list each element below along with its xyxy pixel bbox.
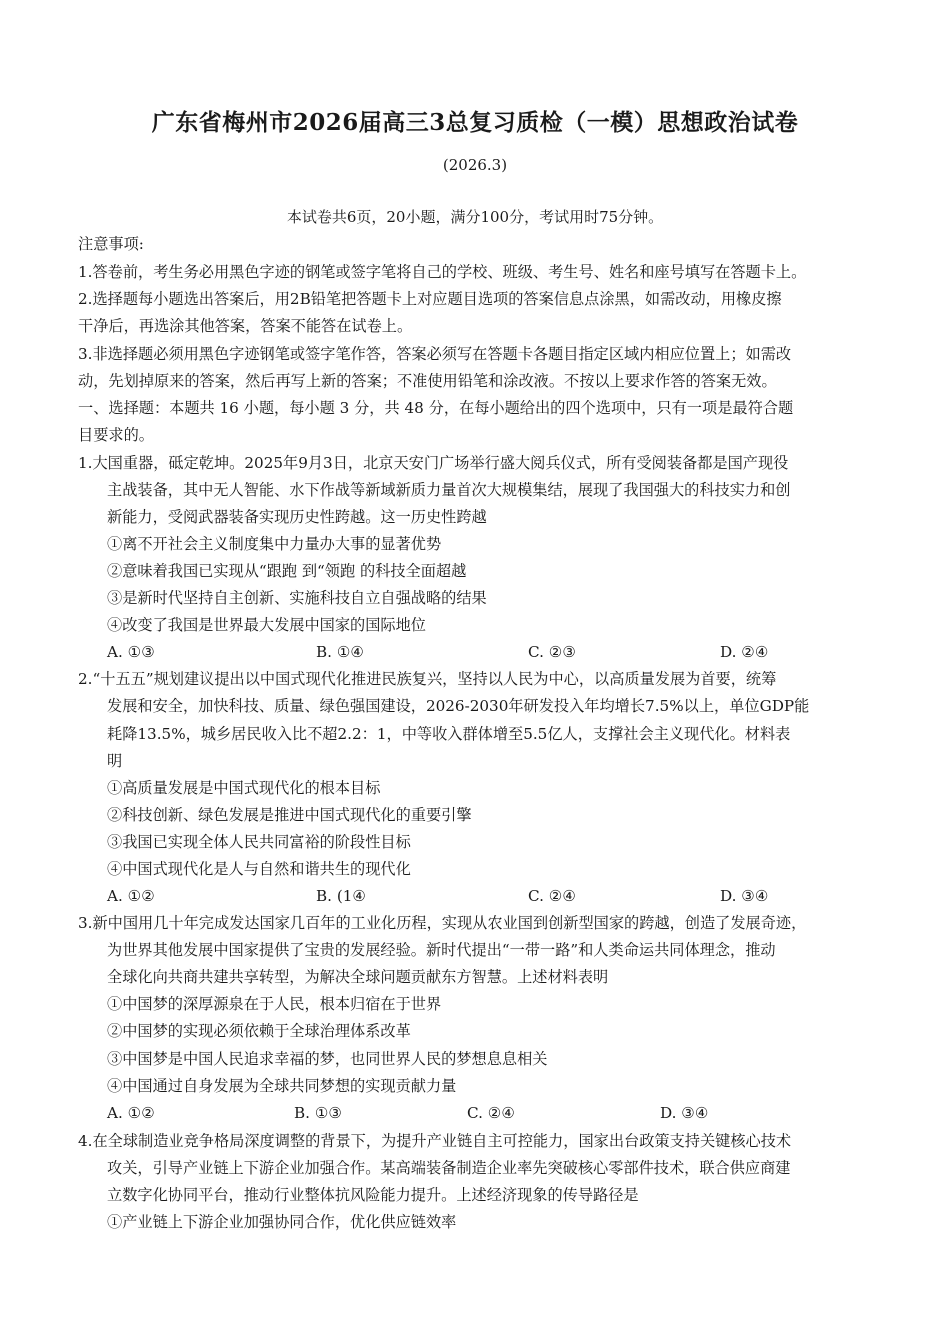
question-1-statement: ③是新时代坚持自主创新、实施科技自立自强战略的结果 [107, 589, 487, 607]
notice-line: 干净后，再选涂其他答案，答案不能答在试卷上。 [78, 317, 413, 335]
question-2-stem: 2.“十五五”规划建议提出以中国式现代化推进民族复兴，坚持以人民为中心，以高质量发展为首要，统筹 [78, 670, 777, 688]
question-3-statement: ④中国通过自身发展为全球共同梦想的实现贡献力量 [107, 1077, 457, 1095]
question-1-choice-c: C. ②③ [528, 643, 576, 661]
question-1-statement: ①离不开社会主义制度集中力量办大事的显著优势 [107, 535, 442, 553]
question-3-statement: ②中国梦的实现必须依赖于全球治理体系改革 [107, 1022, 411, 1040]
question-1-stem: 新能力，受阅武器装备实现历史性跨越。这一历史性跨越 [107, 508, 487, 526]
question-2-statement: ④中国式现代化是人与自然和谐共生的现代化 [107, 860, 411, 878]
exam-summary: 本试卷共6页，20小题，满分100分，考试用时75分钟。 [286, 208, 664, 226]
question-3-stem: 3.新中国用几十年完成发达国家几百年的工业化历程，实现从农业国到创新型国家的跨越，创造了发展奇迹， [78, 914, 807, 932]
question-3-statement: ①中国梦的深厚源泉在于人民，根本归宿在于世界 [107, 995, 442, 1013]
question-2-statement: ②科技创新、绿色发展是推进中国式现代化的重要引擎 [107, 806, 472, 824]
question-4-stem: 攻关，引导产业链上下游企业加强合作。某高端装备制造企业率先突破核心零部件技术，联合供应商建 [107, 1159, 791, 1177]
question-3-choice-c: C. ②④ [467, 1104, 515, 1122]
notice-line: 1.答卷前，考生务必用黑色字迹的钢笔或签字笔将自己的学校、班级、考生号、姓名和座号填写在答题卡上。 [78, 263, 807, 281]
section-heading-cont: 目要求的。 [78, 426, 154, 444]
question-2-stem: 发展和安全，加快科技、质量、绿色强国建设，2026-2030年研发投入年均增长7.5%以上，单位GDP能 [107, 697, 810, 715]
question-3-stem: 全球化向共商共建共享转型，为解决全球问题贡献东方智慧。上述材料表明 [107, 968, 609, 986]
question-4-statement: ①产业链上下游企业加强协同合作，优化供应链效率 [107, 1213, 457, 1231]
question-3-choice-d: D. ③④ [660, 1104, 709, 1122]
question-1-stem: 主战装备，其中无人智能、水下作战等新域新质力量首次大规模集结，展现了我国强大的科技实力和创 [107, 481, 791, 499]
question-3-statement: ③中国梦是中国人民追求幸福的梦，也同世界人民的梦想息息相关 [107, 1050, 548, 1068]
question-2-choice-a: A. ①② [107, 887, 155, 905]
question-1-statement: ②意味着我国已实现从“跟跑 到“领跑 的科技全面超越 [107, 562, 467, 580]
notice-line: 动，先划掉原来的答案，然后再写上新的答案；不准使用铅笔和涂改液。不按以上要求作答的答案无效。 [78, 372, 777, 390]
page-title: 广东省梅州市2026届高三3总复习质检（一模）思想政治试卷 [151, 109, 799, 136]
question-4-stem: 立数字化协同平台，推动行业整体抗风险能力提升。上述经济现象的传导路径是 [107, 1186, 639, 1204]
question-2-choice-d: D. ③④ [720, 887, 769, 905]
question-2-statement: ①高质量发展是中国式现代化的根本目标 [107, 779, 381, 797]
question-3-stem: 为世界其他发展中国家提供了宝贵的发展经验。新时代提出“一带一路”和人类命运共同体理念，推动 [107, 941, 776, 959]
question-1-stem: 1.大国重器，砥定乾坤。2025年9月3日，北京天安门广场举行盛大阅兵仪式，所有受阅装备都是国产现役 [78, 454, 789, 472]
question-2-choice-b: B. (1④ [316, 887, 367, 905]
notice-heading: 注意事项: [78, 235, 144, 253]
question-1-statement: ④改变了我国是世界最大发展中国家的国际地位 [107, 616, 426, 634]
question-1-choice-d: D. ②④ [720, 643, 769, 661]
question-2-statement: ③我国已实现全体人民共同富裕的阶段性目标 [107, 833, 411, 851]
notice-line: 2.选择题每小题选出答案后，用2B铅笔把答题卡上对应题目选项的答案信息点涂黑，如需改动，用橡皮擦 [78, 290, 782, 308]
question-2-stem: 明 [107, 752, 123, 770]
question-1-choice-b: B. ①④ [316, 643, 365, 661]
notice-line: 3.非选择题必须用黑色字迹钢笔或签字笔作答，答案必须写在答题卡各题目指定区域内相应位置上；如需改 [78, 345, 792, 363]
question-4-stem: 4.在全球制造业竞争格局深度调整的背景下，为提升产业链自主可控能力，国家出台政策支持关键核心技术 [78, 1132, 792, 1150]
question-2-stem: 耗降13.5%，城乡居民收入比不超2.2：1，中等收入群体增至5.5亿人，支撑社会主义现代化。材料表 [107, 725, 791, 743]
question-2-choice-c: C. ②④ [528, 887, 576, 905]
exam-date: (2026.3) [442, 156, 508, 174]
question-3-choice-a: A. ①② [107, 1104, 155, 1122]
section-heading: 一、选择题：本题共 16 小题，每小题 3 分，共 48 分，在每小题给出的四个选项中，只有一项是最符合题 [78, 399, 794, 417]
question-1-choice-a: A. ①③ [107, 643, 155, 661]
question-3-choice-b: B. ①③ [294, 1104, 343, 1122]
